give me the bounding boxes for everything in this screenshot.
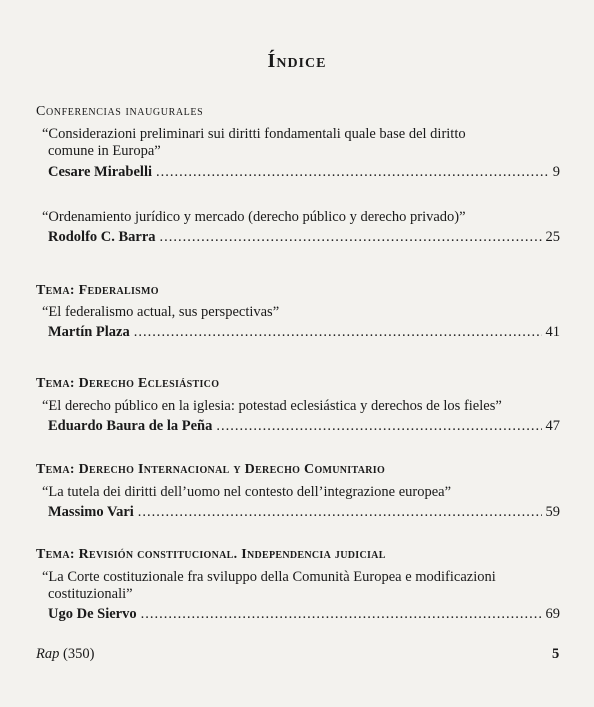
entry-author: Ugo De Siervo <box>48 606 137 622</box>
section-heading-eclesiastico: Tema: Derecho Eclesiástico <box>36 376 220 391</box>
entry-author: Massimo Vari <box>48 504 134 520</box>
dot-leader <box>160 229 542 246</box>
entry-page-number: 59 <box>545 504 560 520</box>
entry-title-line: comune in Europa” <box>48 143 161 159</box>
toc-row-mirabelli[interactable] <box>48 164 560 181</box>
entry-title-vari <box>42 484 542 501</box>
journal-issue: (350) <box>62 646 95 662</box>
entry-page-number: 47 <box>545 418 560 434</box>
entry-title-line: “La Corte costituzionale fra sviluppo della Comunità Europea e modificazioni <box>42 569 496 585</box>
section-heading-revision: Tema: Revisión constitucional. Independencia judicial <box>36 547 386 562</box>
entry-title-line: “Ordenamiento jurídico y mercado (derecho público y derecho privado)” <box>42 209 466 225</box>
toc-row-plaza[interactable] <box>48 324 560 341</box>
entry-title-line: “El federalismo actual, sus perspectivas” <box>42 304 280 320</box>
page-title: Índice <box>267 50 327 72</box>
entry-page-number: 9 <box>552 164 560 180</box>
journal-name: Rap <box>36 646 60 662</box>
dot-leader <box>141 606 542 623</box>
section-heading-internacional: Tema: Derecho Internacional y Derecho Comunitario <box>36 462 386 477</box>
entry-title-desiervo <box>42 569 542 603</box>
footer-journal <box>36 646 94 663</box>
toc-row-vari[interactable] <box>48 504 560 521</box>
entry-title-line: “La tutela dei diritti dell’uomo nel contesto dell’integrazione europea” <box>42 484 452 500</box>
entry-title-plaza <box>42 304 542 321</box>
dot-leader <box>134 324 542 341</box>
entry-title-line: costituzionali” <box>48 586 133 602</box>
dot-leader <box>138 504 542 521</box>
dot-leader <box>216 418 541 435</box>
entry-title-line: “Considerazioni preliminari sui diritti fondamentali quale base del diritto <box>42 126 466 142</box>
entry-title-mirabelli <box>42 126 542 160</box>
entry-title-barra <box>42 209 542 226</box>
toc-row-barra[interactable] <box>48 229 560 246</box>
dot-leader <box>156 164 549 181</box>
entry-page-number: 25 <box>545 229 560 245</box>
entry-author: Cesare Mirabelli <box>48 164 153 180</box>
entry-page-number: 69 <box>545 606 560 622</box>
entry-page-number: 41 <box>545 324 560 340</box>
footer-page-number: 5 <box>552 646 560 662</box>
entry-author: Martín Plaza <box>48 324 130 340</box>
toc-row-baura[interactable] <box>48 418 560 435</box>
section-heading-federalismo: Tema: Federalismo <box>36 283 159 298</box>
entry-title-baura <box>42 398 542 415</box>
entry-title-line: “El derecho público en la iglesia: potestad eclesiástica y derechos de los fieles” <box>42 398 502 414</box>
toc-row-desiervo[interactable] <box>48 606 560 623</box>
entry-author: Rodolfo C. Barra <box>48 229 156 245</box>
section-heading-conferencias: Conferencias inaugurales <box>36 104 204 119</box>
entry-author: Eduardo Baura de la Peña <box>48 418 213 434</box>
